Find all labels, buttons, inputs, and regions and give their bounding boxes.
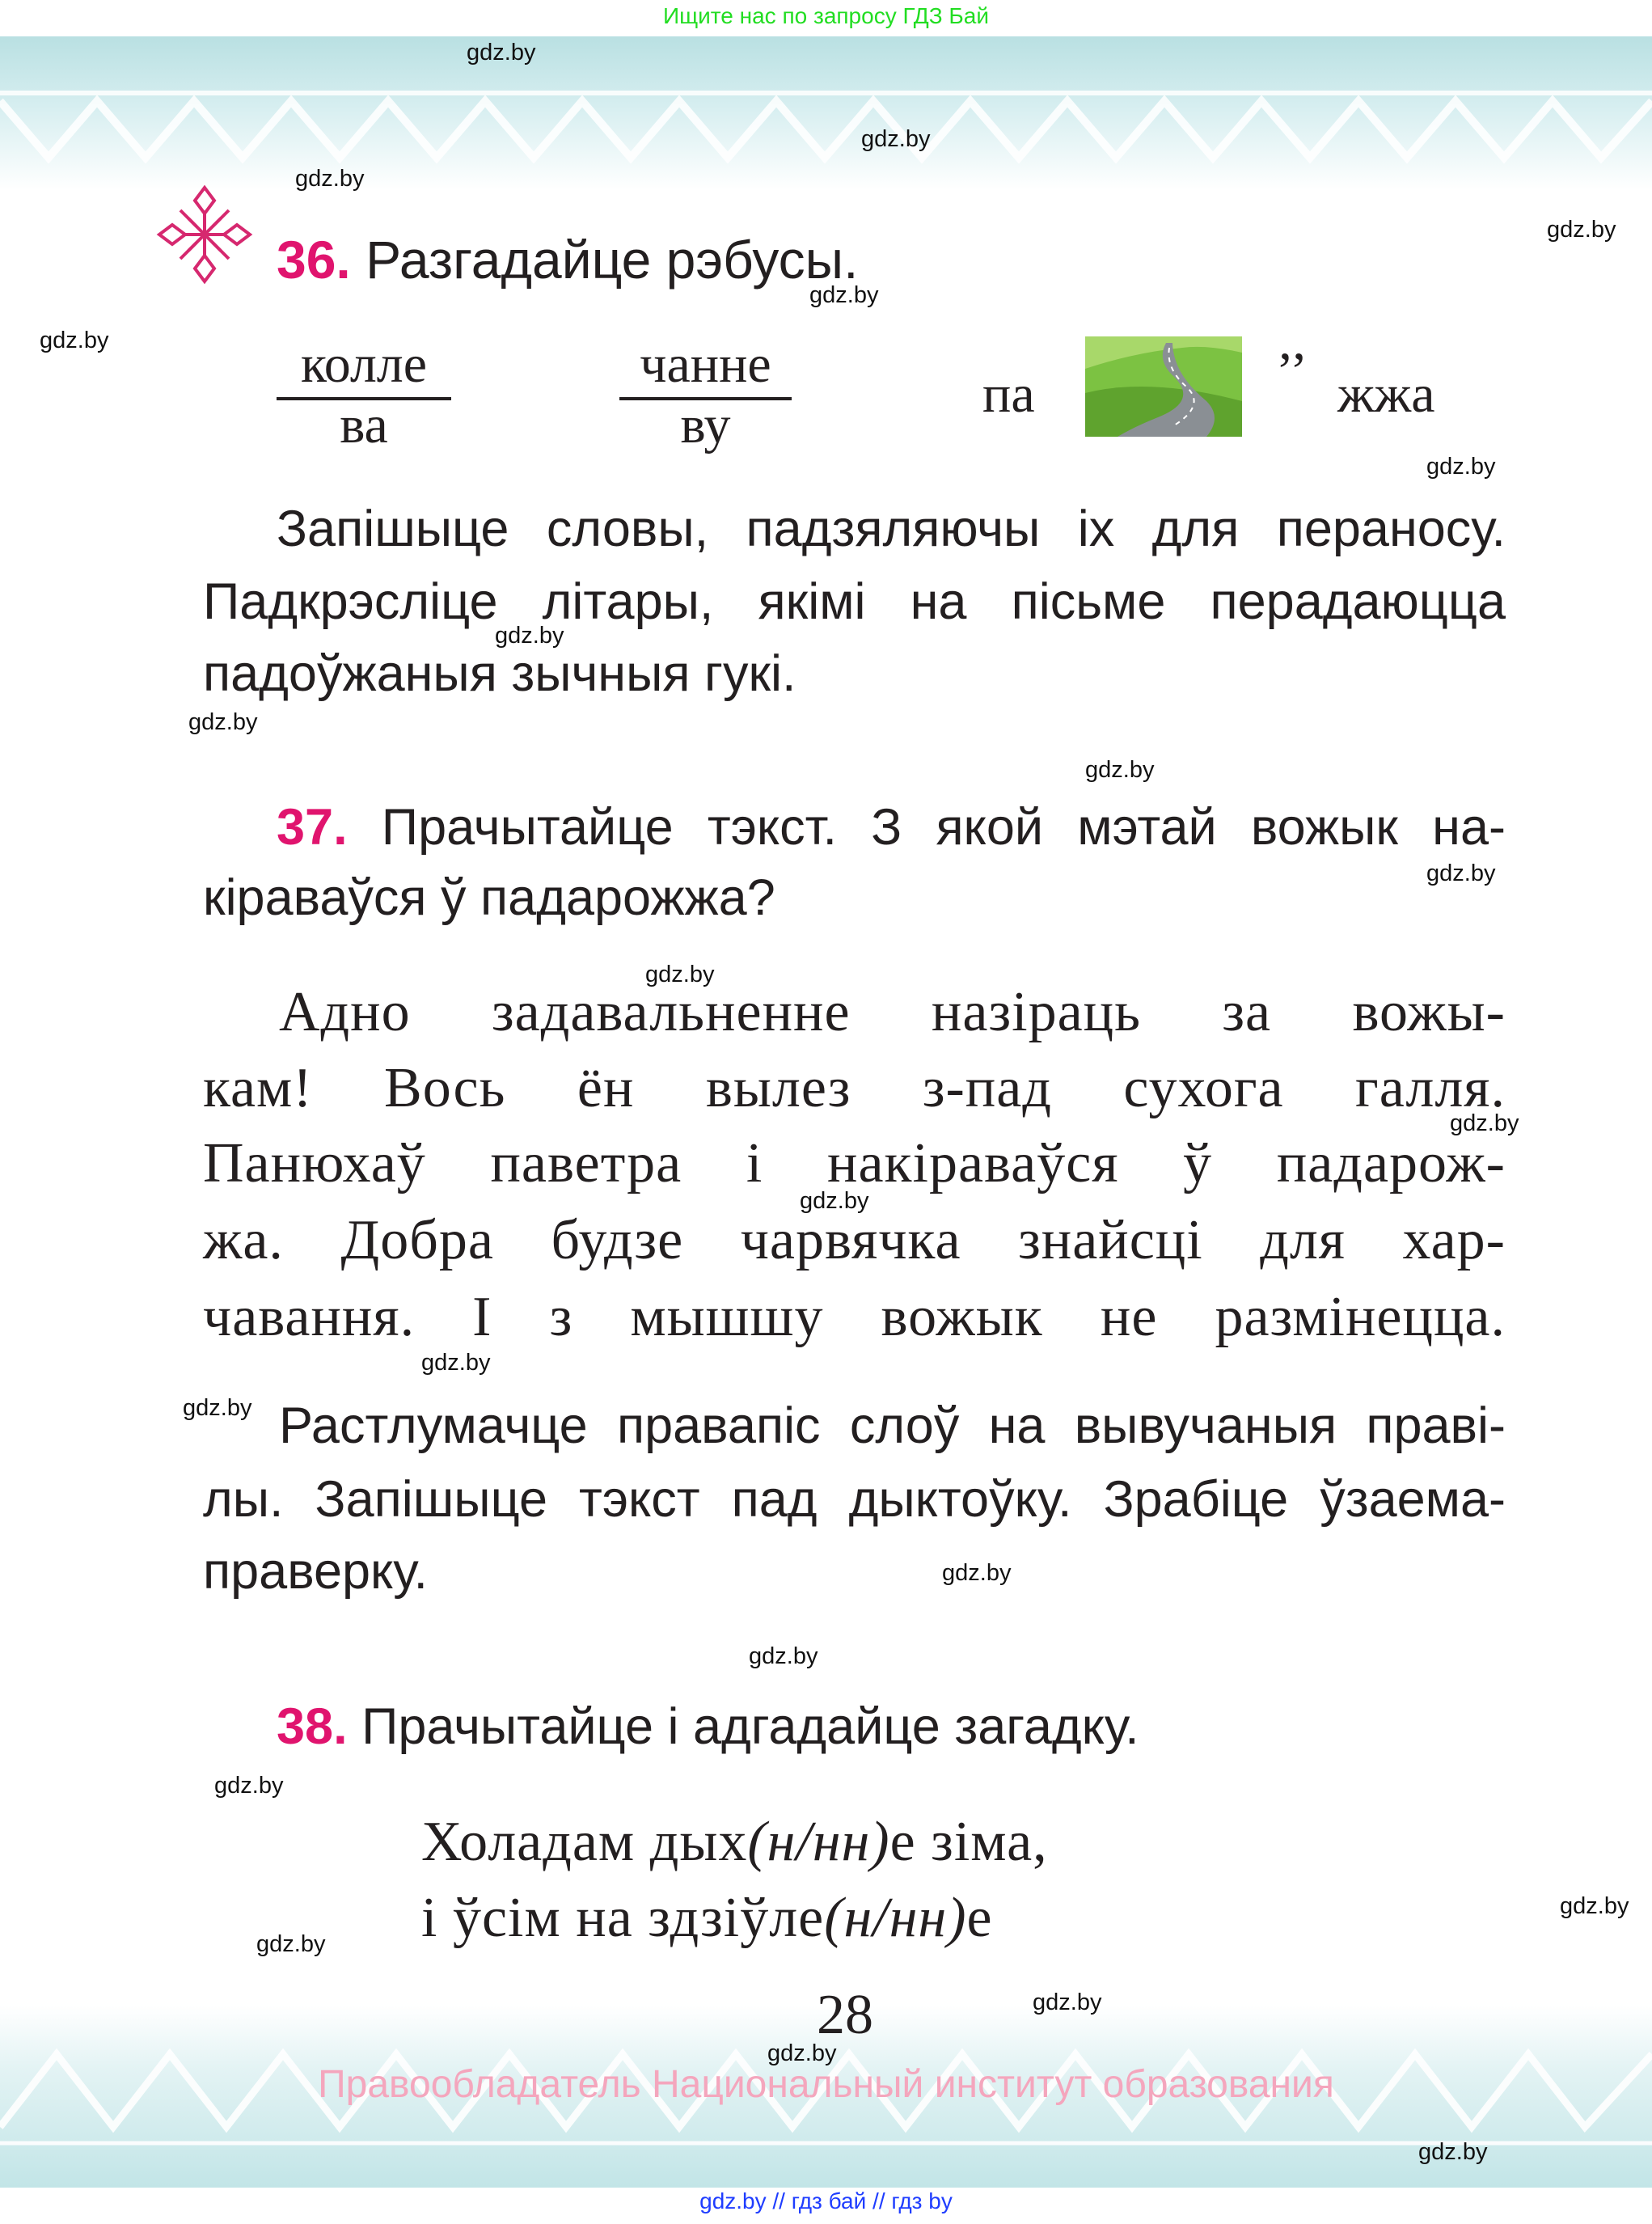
site-watermark: gdz.by bbox=[1426, 454, 1496, 480]
site-watermark: gdz.by bbox=[861, 126, 931, 152]
rebus-2-bottom: ву bbox=[680, 395, 731, 455]
site-watermark: gdz.by bbox=[1560, 1893, 1629, 1919]
site-watermark: gdz.by bbox=[1547, 217, 1616, 243]
site-watermark: gdz.by bbox=[645, 962, 715, 987]
site-watermark: gdz.by bbox=[421, 1350, 491, 1376]
riddle-text: е зіма, bbox=[889, 1811, 1048, 1873]
instruction-line: праверку. bbox=[203, 1543, 428, 1600]
task-title: Прачытайце тэкст. З якой мэтай вожык на- bbox=[381, 799, 1506, 856]
rebus-3-suffix: жжа bbox=[1337, 365, 1435, 424]
site-watermark: gdz.by bbox=[1426, 860, 1496, 886]
task-title: Прачытайце і адгадайце загадку. bbox=[361, 1698, 1139, 1755]
task-title-cont: кіраваўся ў падарожжа? bbox=[203, 869, 775, 926]
site-watermark: gdz.by bbox=[1033, 1989, 1102, 2015]
site-watermark: gdz.by bbox=[40, 328, 109, 353]
rebus-1-top: колле bbox=[300, 335, 427, 394]
site-watermark: gdz.by bbox=[800, 1188, 869, 1214]
rebus-3-prefix: па bbox=[982, 365, 1035, 424]
riddle-text: е bbox=[966, 1887, 993, 1949]
story-line: кам! Вось ён вылез з-пад сухога галля. bbox=[203, 1057, 1506, 1119]
site-watermark: gdz.by bbox=[1085, 757, 1155, 783]
road-image bbox=[1085, 336, 1242, 437]
rebus-2-top: чанне bbox=[640, 335, 771, 394]
riddle-line bbox=[421, 1803, 1048, 1880]
riddle-text: Холадам дых bbox=[421, 1811, 748, 1873]
instruction-line: лы. Запішыце тэкст пад дыктоўку. Зрабіце ўзаема- bbox=[203, 1471, 1506, 1528]
riddle-choice: (н/нн) bbox=[747, 1811, 890, 1873]
ornament-pattern bbox=[0, 36, 1652, 190]
site-watermark: gdz.by bbox=[256, 1931, 326, 1957]
story-line: чавання. І з мышшу вожык не размінецца. bbox=[203, 1286, 1506, 1348]
task-number: 38. bbox=[277, 1698, 348, 1755]
riddle-line bbox=[421, 1879, 993, 1956]
site-watermark: gdz.by bbox=[188, 709, 258, 735]
instruction-line: Запішыце словы, падзяляючы іх для пераносу. bbox=[277, 501, 1506, 557]
search-notice: Ищите нас по запросу ГДЗ Бай bbox=[662, 3, 990, 28]
site-watermark: gdz.by bbox=[467, 40, 536, 66]
rebus-1-bottom: ва bbox=[340, 395, 388, 455]
riddle-choice: (н/нн) bbox=[824, 1887, 967, 1949]
task-number: 37. bbox=[277, 799, 348, 856]
site-watermark: gdz.by bbox=[749, 1643, 818, 1669]
task-37-heading bbox=[277, 791, 1506, 864]
site-watermark: gdz.by bbox=[1450, 1110, 1519, 1136]
task-title: Разгадайце рэбусы. bbox=[365, 230, 859, 290]
riddle-text: і ўсім на здзіўле bbox=[421, 1887, 825, 1949]
site-watermark: gdz.by bbox=[809, 282, 879, 308]
header-ornament-band bbox=[0, 36, 1652, 190]
site-watermark: gdz.by bbox=[214, 1773, 284, 1799]
site-watermark: gdz.by bbox=[295, 166, 365, 192]
site-watermark: gdz.by bbox=[495, 623, 564, 649]
rights-holder-watermark: Правообладатель Национальный институт образования bbox=[318, 2063, 1334, 2106]
site-watermark: gdz.by bbox=[767, 2040, 837, 2066]
page-number: 28 bbox=[817, 1984, 873, 2046]
task-number: 36. bbox=[277, 230, 351, 290]
instruction-line: Падкрэсліце літары, якімі на пісьме перадаюцца bbox=[203, 573, 1506, 630]
instruction-line: Растлумачце правапіс слоў на вывучаныя праві- bbox=[279, 1397, 1506, 1454]
story-line: жа. Добра будзе чарвячка знайсці для хар- bbox=[203, 1209, 1506, 1271]
site-watermark: gdz.by bbox=[942, 1560, 1012, 1586]
site-watermark: gdz.by bbox=[183, 1395, 252, 1421]
instruction-line: падоўжаныя зычныя гукі. bbox=[203, 645, 796, 702]
story-line: Адно задавальненне назіраць за вожы- bbox=[279, 981, 1506, 1043]
footer-links[interactable]: gdz.by // гдз бай // гдз by bbox=[699, 2188, 953, 2213]
site-watermark: gdz.by bbox=[1418, 2139, 1488, 2165]
snowflake-ornament-icon bbox=[156, 184, 253, 285]
task-38-heading bbox=[277, 1690, 1139, 1763]
rebus-3-quote: ’’ bbox=[1276, 342, 1308, 401]
story-line: Панюхаў паветра і накіраваўся ў падарож- bbox=[203, 1132, 1506, 1194]
task-36-heading bbox=[277, 223, 858, 296]
